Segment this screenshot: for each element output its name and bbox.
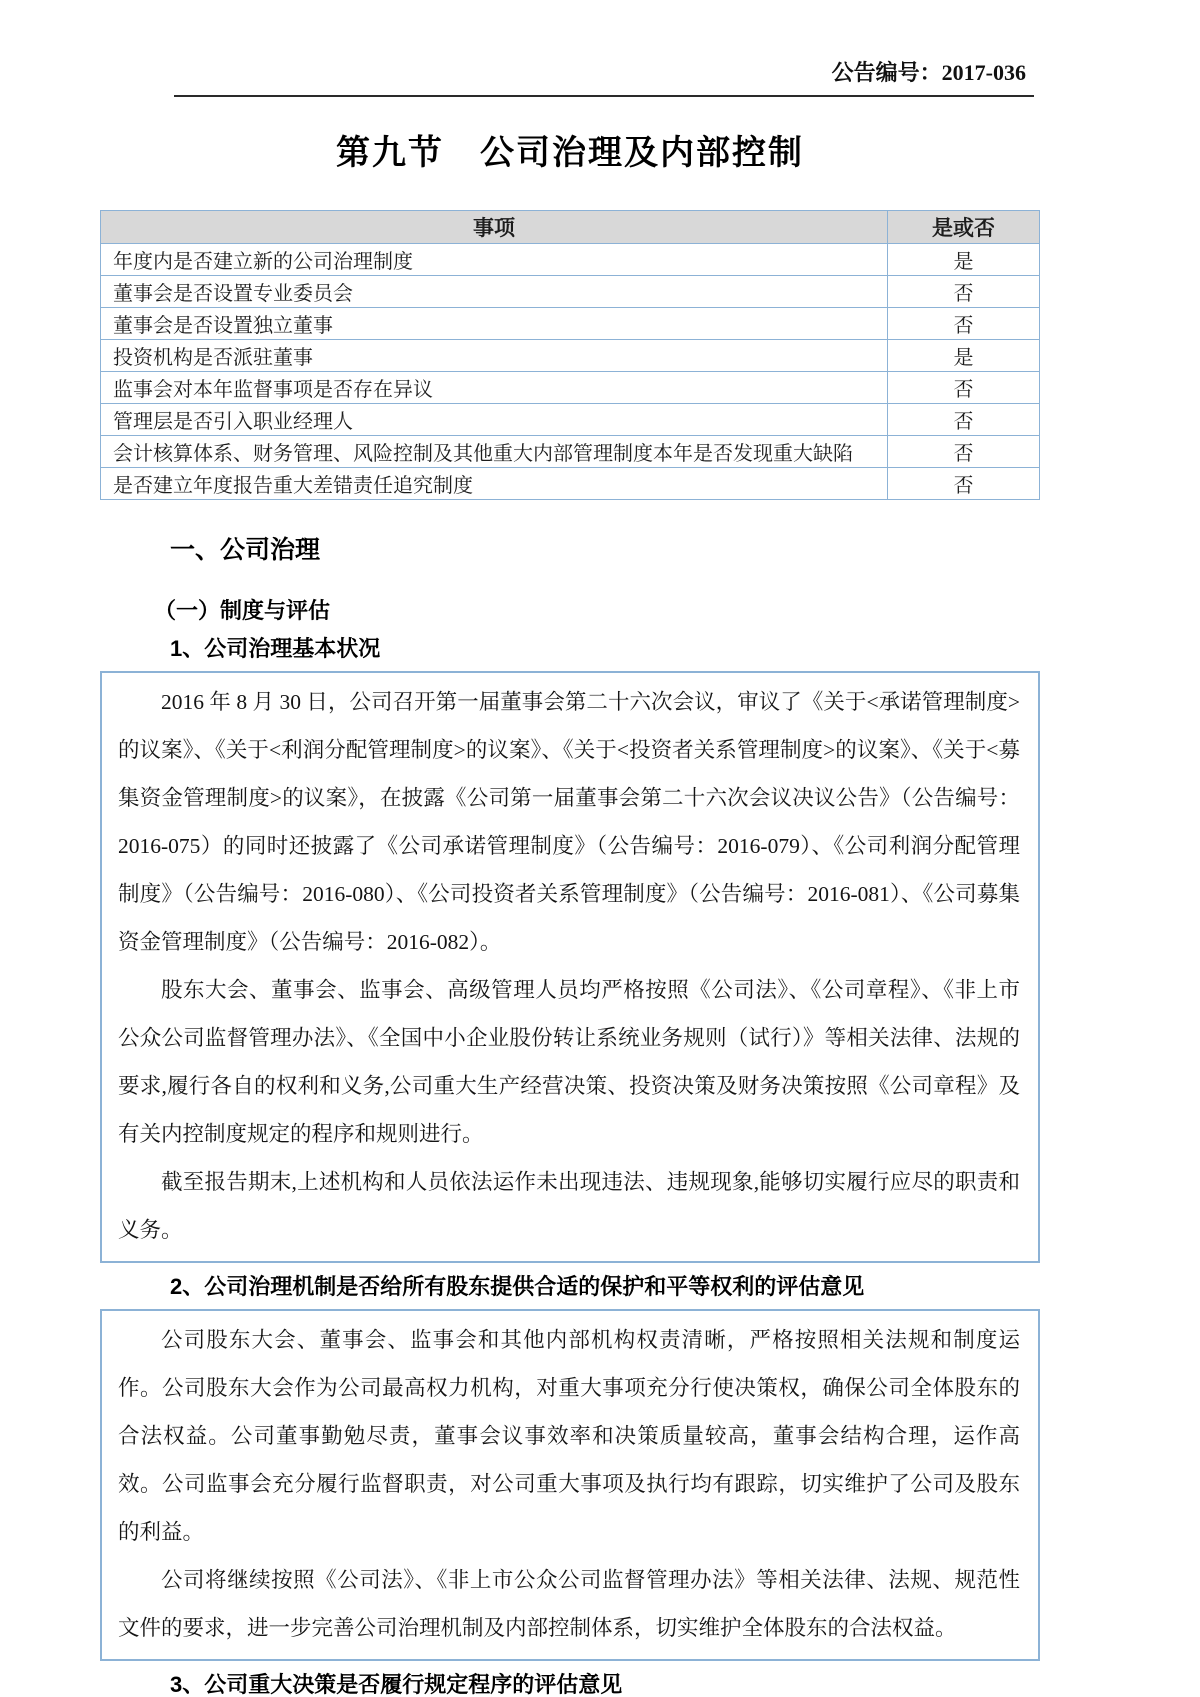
table-row [101, 244, 1040, 276]
governance-basic-status-box [100, 671, 1040, 1263]
table-cell-answer: 否 [888, 276, 1040, 308]
table-cell-item: 监事会对本年监督事项是否存在异议 [101, 372, 888, 404]
table-row [101, 372, 1040, 404]
announcement-number: 公告编号：2017-036 [831, 60, 1026, 85]
table-header-answer: 是或否 [888, 211, 1040, 244]
table-cell-answer: 否 [888, 308, 1040, 340]
table-row [101, 436, 1040, 468]
paragraph: 截至报告期末,上述机构和人员依法运作未出现违法、违规现象,能够切实履行应尽的职责和义务。 [118, 1170, 1020, 1242]
paragraph: 公司股东大会、董事会、监事会和其他内部机构权责清晰，严格按照相关法规和制度运作。公司股东大会作为公司最高权力机构，对重大事项充分行使决策权，确保公司全体股东的合法权益。公司董事勤勉尽责，董事会议事效率和决策质量较高，董事会结构合理，运作高效。公司监事会充分履行监督职责，对公司重大事项及执行均有跟踪，切实维护了公司及股东的利益。 [118, 1328, 1020, 1544]
table-row [101, 404, 1040, 436]
section-heading-governance: 一、公司治理 [170, 536, 321, 564]
table-cell-answer: 是 [888, 244, 1040, 276]
table-row [101, 468, 1040, 500]
table-row [101, 276, 1040, 308]
table-row [101, 340, 1040, 372]
table-cell-item: 是否建立年度报告重大差错责任追究制度 [101, 468, 888, 500]
paragraph: 公司将继续按照《公司法》、《非上市公众公司监督管理办法》等相关法律、法规、规范性文件的要求，进一步完善公司治理机制及内部控制体系，切实维护全体股东的合法权益。 [118, 1568, 1020, 1640]
paragraph: 2016 年 8 月 30 日，公司召开第一届董事会第二十六次会议，审议了《关于<承诺管理制度>的议案》、《关于<利润分配管理制度>的议案》、《关于<投资者关系管理制度>的议案》、《关于<募集资金管理制度>的议案》，在披露《公司第一届董事会第二十六次会议决议公告》（公告编号：2016-075）的同时还披露了《公司承诺管理制度》（公告编号：2016-079）、《公司利润分配管理制度》（公告编号：2016-080）、《公司投资者关系管理制度》（公告编号：2016-081）、《公司募集资金管理制度》（公告编号：2016-082）。 [118, 690, 1020, 954]
table-row [101, 308, 1040, 340]
page-title: 第九节 公司治理及内部控制 [336, 134, 804, 172]
table-cell-item: 董事会是否设置专业委员会 [101, 276, 888, 308]
paragraph: 股东大会、董事会、监事会、高级管理人员均严格按照《公司法》、《公司章程》、《非上市公众公司监督管理办法》、《全国中小企业股份转让系统业务规则（试行）》等相关法律、法规的要求,履行各自的权利和义务,公司重大生产经营决策、投资决策及财务决策按照《公司章程》及有关内控制度规定的程序和规则进行。 [118, 978, 1020, 1146]
header-rule [174, 95, 1034, 97]
table-header-item: 事项 [101, 211, 888, 244]
table-cell-answer: 否 [888, 404, 1040, 436]
table-cell-item: 管理层是否引入职业经理人 [101, 404, 888, 436]
table-cell-item: 投资机构是否派驻董事 [101, 340, 888, 372]
table-cell-answer: 是 [888, 340, 1040, 372]
item-heading-basic-status: 1、公司治理基本状况 [170, 636, 381, 661]
table-cell-item: 会计核算体系、财务管理、风险控制及其他重大内部管理制度本年是否发现重大缺陷 [101, 436, 888, 468]
table-cell-answer: 否 [888, 372, 1040, 404]
governance-table [100, 210, 1040, 500]
table-cell-answer: 否 [888, 436, 1040, 468]
table-cell-item: 董事会是否设置独立董事 [101, 308, 888, 340]
table-header-row [101, 211, 1040, 244]
shareholder-protection-box [100, 1309, 1040, 1661]
item-heading-major-decision-procedure: 3、公司重大决策是否履行规定程序的评估意见 [170, 1672, 623, 1697]
item-heading-shareholder-protection: 2、公司治理机制是否给所有股东提供合适的保护和平等权利的评估意见 [170, 1274, 865, 1299]
table-cell-item: 年度内是否建立新的公司治理制度 [101, 244, 888, 276]
subsection-heading-system-evaluation: （一）制度与评估 [154, 598, 331, 623]
table-cell-answer: 否 [888, 468, 1040, 500]
